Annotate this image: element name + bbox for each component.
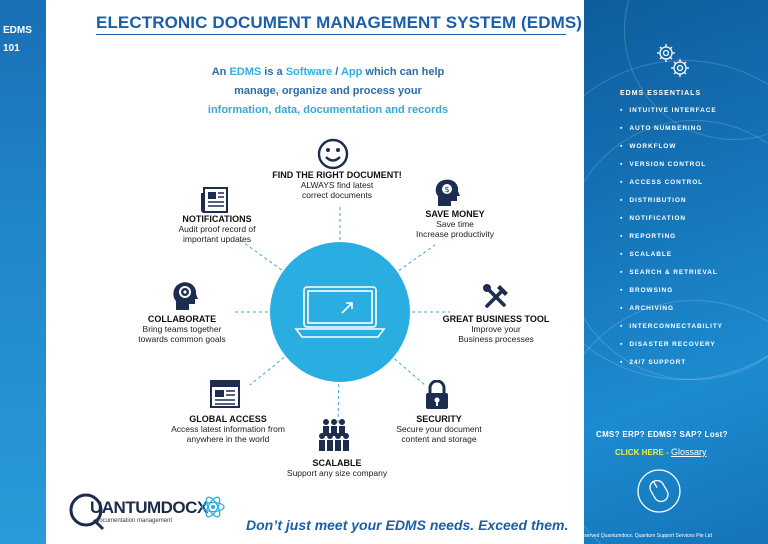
glossary-label[interactable]: Glossary: [671, 447, 707, 457]
list-item: ▪ ARCHIVING: [620, 302, 723, 320]
essentials-title: EDMS ESSENTIALS: [620, 90, 702, 97]
svg-text:$: $: [444, 185, 450, 194]
feature-collaborate: COLLABORATE Bring teams together towards common goals: [138, 314, 226, 344]
laptop-icon: [294, 283, 386, 343]
browser-window-icon: [210, 380, 240, 408]
tools-icon: [482, 283, 510, 311]
list-item: ▪ INTERCONNECTABILITY: [620, 320, 723, 338]
people-icon: [316, 418, 352, 452]
glossary-link[interactable]: [615, 447, 707, 457]
feature-global-access: GLOBAL ACCESS Access latest information from anywhere in the world: [171, 414, 285, 444]
edms-label: EDMS: [3, 25, 32, 36]
click-here-label[interactable]: CLICK HERE -: [615, 448, 671, 457]
essentials-list: [620, 104, 723, 374]
head-gear-icon: [170, 280, 198, 312]
list-item: ▪ DISTRIBUTION: [620, 194, 723, 212]
feature-business-tool: GREAT BUSINESS TOOL Improve your Business processes: [442, 314, 550, 344]
copyright: © Copyright 2017. All Rights Reserved Quantumdocx. Quantum Support Services Pte Ltd: [514, 533, 712, 539]
feature-scalable: SCALABLE Support any size company: [286, 458, 388, 478]
list-item: ▪ WORKFLOW: [620, 140, 723, 158]
tagline: Don’t just meet your EDMS needs. Exceed them.: [246, 517, 569, 533]
page-title: ELECTRONIC DOCUMENT MANAGEMENT SYSTEM (EDMS): [96, 13, 583, 32]
smiley-icon: [317, 138, 349, 170]
list-item: ▪ VERSION CONTROL: [620, 158, 723, 176]
list-item: ▪ NOTIFICATION: [620, 212, 723, 230]
list-item: ▪ AUTO NUMBERING: [620, 122, 723, 140]
list-item: ▪ SCALABLE: [620, 248, 723, 266]
feature-security: SECURITY Secure your document content and storage: [396, 414, 482, 444]
lock-icon: [425, 380, 449, 410]
list-item: ▪ SEARCH & RETRIEVAL: [620, 266, 723, 284]
gears-icon: [650, 38, 696, 84]
list-item: ▪ INTUITIVE INTERFACE: [620, 104, 723, 122]
feature-save-money: SAVE MONEY Save time Increase productivity: [416, 209, 494, 239]
logo-wordmark: UANTUMDOCX: [90, 498, 208, 517]
mouse-click-icon[interactable]: [636, 468, 682, 514]
101-label: 101: [3, 43, 20, 54]
list-item: ▪ 24/7 SUPPORT: [620, 356, 723, 374]
glossary-question: CMS? ERP? EDMS? SAP? Lost?: [596, 430, 728, 439]
atom-icon: [200, 490, 226, 524]
logo-tagline: documentation management: [96, 518, 173, 524]
feature-notifications: NOTIFICATIONS Audit proof record of important updates: [178, 214, 256, 244]
list-item: ▪ BROWSING: [620, 284, 723, 302]
list-item: ▪ DISASTER RECOVERY: [620, 338, 723, 356]
newspaper-icon: [201, 186, 229, 214]
intro-text: An EDMS is a Software / App which can help manage, organize and process your information, data, documentation and records: [207, 66, 449, 116]
list-item: ▪ ACCESS CONTROL: [620, 176, 723, 194]
money-head-icon: [432, 176, 462, 208]
feature-find-document: FIND THE RIGHT DOCUMENT! ALWAYS find latest correct documents: [272, 170, 402, 200]
quantumdocx-logo: [66, 484, 226, 540]
list-item: ▪ REPORTING: [620, 230, 723, 248]
